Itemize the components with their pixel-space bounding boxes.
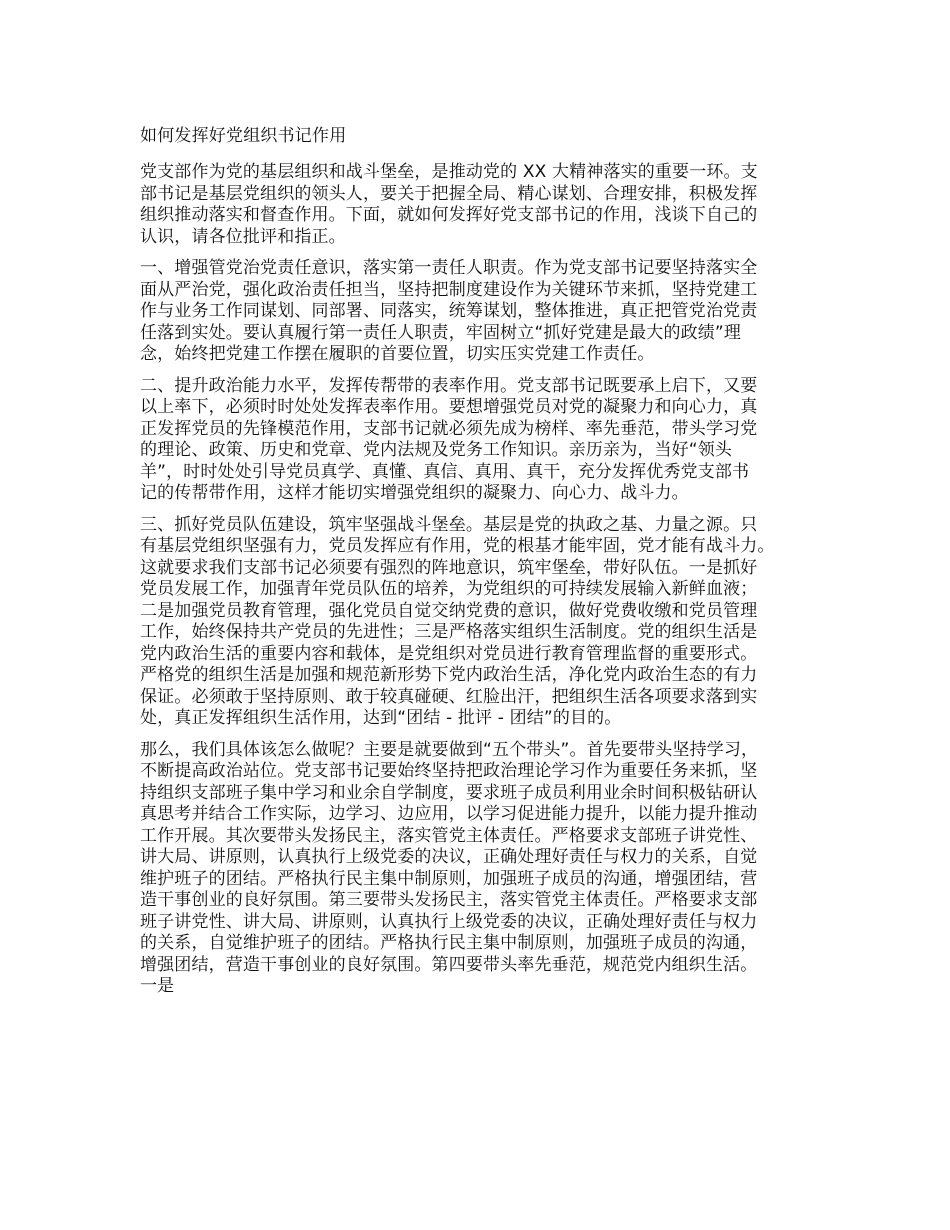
text-line: 这就要求我们支部书记必须要有强烈的阵地意识，筑牢堡垒，带好队伍。一是抓好 xyxy=(140,557,758,578)
text-line: 真思考并结合工作实际，边学习、边应用，以学习促进能力提升，以能力提升推动 xyxy=(140,804,758,824)
paragraph-section-2 xyxy=(140,376,860,505)
paragraph-intro xyxy=(140,162,860,248)
document-title: 如何发挥好党组织书记作用 xyxy=(140,126,347,146)
text-line: 以上率下，必须时时处处发挥表率作用。要想增强党员对党的凝聚力和向心力，真 xyxy=(140,397,758,417)
text-line: 那么，我们具体该怎么做呢？主要是就要做到“五个带头”。首先要带头坚持学习， xyxy=(140,739,759,760)
text-line: 处，真正发挥组织生活作用，达到“团结 - 批评 - 团结”的目的。 xyxy=(140,708,622,728)
text-line: 作与业务工作同谋划、同部署、同落实，统筹谋划，整体推进，真正把管党治党责 xyxy=(140,301,758,321)
text-line: 正发挥党员的先锋模范作用，支部书记就必须先成为榜样、率先垂范，带头学习党 xyxy=(140,418,758,439)
text-line: 一、增强管党治党责任意识，落实第一责任人职责。作为党支部书记要坚持落实全 xyxy=(140,258,758,278)
text-line: 的关系，自觉维护班子的团结。严格执行民主集中制原则，加强班子成员的沟通， xyxy=(140,933,758,953)
text-line: 增强团结，营造干事创业的良好氛围。第四要带头率先垂范，规范党内组织生活。 xyxy=(140,954,758,975)
text-line: 二是加强党员教育管理，强化党员自觉交纳党费的意识，做好党费收缴和党员管理 xyxy=(140,600,758,621)
text-line: 严格党的组织生活是加强和规范新形势下党内政治生活，净化党内政治生态的有力 xyxy=(140,665,758,685)
text-line: 有基层党组织坚强有力，党员发挥应有作用，党的根基才能牢固，党才能有战斗力。 xyxy=(140,536,775,556)
document-page xyxy=(140,124,860,1008)
text-line: 保证。必须敢于坚持原则、敢于较真碰硬、红脸出汗，把组织生活各项要求落到实 xyxy=(140,686,758,707)
text-line: 党员发展工作，加强青年党员队伍的培养，为党组织的可持续发展输入新鲜血液； xyxy=(140,579,758,599)
text-line: 认识，请各位批评和指正。 xyxy=(140,226,346,247)
text-line: 班子讲党性、讲大局、讲原则，认真执行上级党委的决议，正确处理好责任与权力 xyxy=(140,911,758,932)
text-line: 羊”，时时处处引导党员真学、真懂、真信、真用、真干，充分发挥优秀党支部书 xyxy=(140,461,750,482)
text-line: 的理论、政策、历史和党章、党内法规及党务工作知识。亲历亲为，当好“领头 xyxy=(140,440,733,460)
text-line: 工作开展。其次要带头发扬民主，落实管党主体责任。严格要求支部班子讲党性、 xyxy=(140,825,758,846)
text-line: 一是 xyxy=(140,976,175,996)
text-line: 三、抓好党员队伍建设，筑牢坚强战斗堡垒。基层是党的执政之基、力量之源。只 xyxy=(140,514,758,535)
text-line: 持组织支部班子集中学习和业余自学制度，要求班子成员利用业余时间积极钻研认 xyxy=(140,782,758,803)
text-line: 二、提升政治能力水平，发挥传帮带的表率作用。党支部书记既要承上启下，又要 xyxy=(140,375,758,396)
text-line: 造干事创业的良好氛围。第三要带头发扬民主，落实管党主体责任。严格要求支部 xyxy=(140,890,758,910)
text-line: 工作，始终保持共产党员的先进性；三是严格落实组织生活制度。党的组织生活是 xyxy=(140,622,758,642)
text-line: 党内政治生活的重要内容和载体，是党组织对党员进行教育管理监督的重要形式。 xyxy=(140,643,758,664)
paragraph-section-1 xyxy=(140,258,860,366)
text-line: 记的传帮带作用，这样才能切实增强党组织的凝聚力、向心力、战斗力。 xyxy=(140,483,689,503)
paragraph-five-leads xyxy=(140,740,860,998)
text-line: 讲大局、讲原则，认真执行上级党委的决议，正确处理好责任与权力的关系，自觉 xyxy=(140,847,758,867)
text-line: 念，始终把党建工作摆在履职的首要位置，切实压实党建工作责任。 xyxy=(140,344,655,364)
text-line: 面从严治党，强化政治责任担当，坚持把制度建设作为关键环节来抓，坚持党建工 xyxy=(140,279,758,300)
text-line: 维护班子的团结。严格执行民主集中制原则，加强班子成员的沟通，增强团结，营 xyxy=(140,868,758,889)
text-line: 党支部作为党的基层组织和战斗堡垒，是推动党的 XX 大精神落实的重要一环。支 xyxy=(140,162,758,182)
text-line: 组织推动落实和督查作用。下面，就如何发挥好党支部书记的作用，浅谈下自己的 xyxy=(140,205,758,225)
text-line: 任落到实处。要认真履行第一责任人职责，牢固树立“抓好党建是最大的政绩”理 xyxy=(140,322,742,343)
text-line: 不断提高政治站位。党支部书记要始终坚持把政治理论学习作为重要任务来抓，坚 xyxy=(140,761,758,781)
paragraph-section-3 xyxy=(140,515,860,730)
text-line: 部书记是基层党组织的领头人，要关于把握全局、精心谋划、合理安排，积极发挥 xyxy=(140,183,758,204)
